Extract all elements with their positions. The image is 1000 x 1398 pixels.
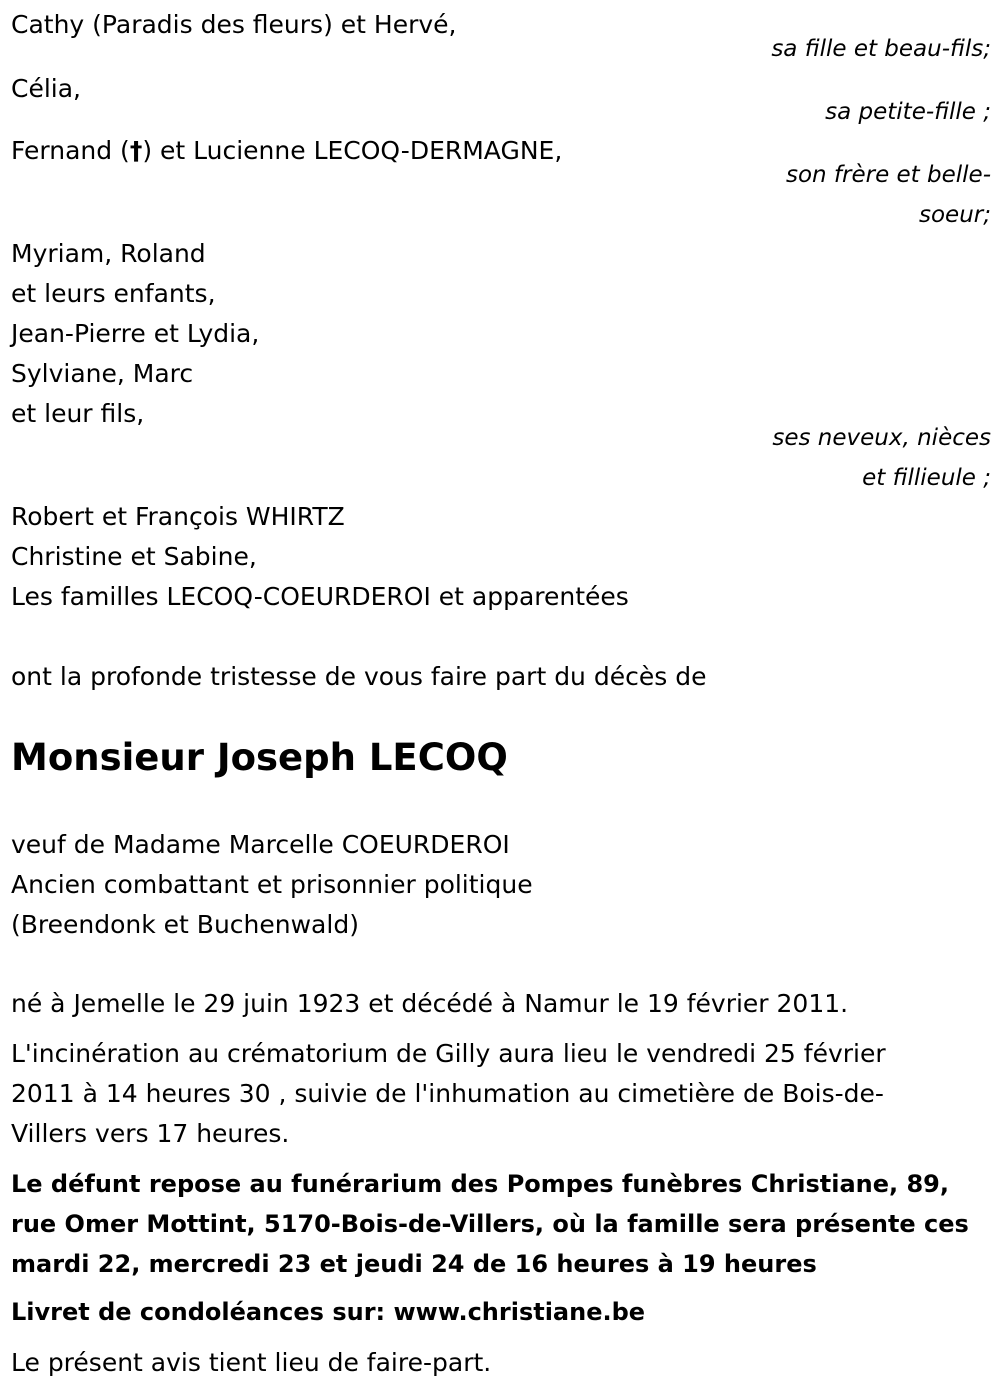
family-group-nephews-line: et leurs enfants, — [11, 279, 216, 308]
visitation-line: mardi 22, mercredi 23 et jeudi 24 de 16 heures à 19 heures — [11, 1250, 817, 1278]
announcement-text: ont la profonde tristesse de vous faire part du décès de — [11, 662, 707, 691]
family-group-others-line: Robert et François WHIRTZ — [11, 502, 345, 531]
family-group-nephews-relation-line1: ses neveux, nièces — [772, 425, 991, 451]
family-group-nephews-line: et leur fils, — [11, 399, 145, 428]
family-group-granddaughter-relation: sa petite-fille ; — [825, 99, 991, 125]
family-group-nephews-line: Jean-Pierre et Lydia, — [11, 319, 260, 348]
family-group-others-line: Christine et Sabine, — [11, 542, 257, 571]
family-group-nephews-line: Sylviane, Marc — [11, 359, 194, 388]
family-group-nephews-relation-line2: et fillieule ; — [862, 465, 991, 491]
deceased-detail-line: Ancien combattant et prisonnier politique — [11, 870, 533, 899]
visitation-line: Le défunt repose au funérarium des Pompes funèbres Christiane, 89, — [11, 1170, 949, 1198]
deceased-name-heading: Monsieur Joseph LECOQ — [11, 736, 508, 779]
ceremony-line: L'incinération au crématorium de Gilly aura lieu le vendredi 25 février — [11, 1039, 886, 1068]
notice-text: Le présent avis tient lieu de faire-part. — [11, 1348, 492, 1377]
family-group-nephews-line: Myriam, Roland — [11, 239, 206, 268]
family-group-others-line: Les familles LECOQ-COEURDEROI et apparentées — [11, 582, 629, 611]
family-group-brother-name — [11, 131, 562, 171]
deceased-detail-line: (Breendonk et Buchenwald) — [11, 910, 359, 939]
family-group-daughter-relation: sa fille et beau-fils; — [771, 36, 991, 62]
family-group-granddaughter-name: Célia, — [11, 74, 81, 103]
family-group-brother-relation-line1: son frère et belle- — [785, 162, 991, 188]
family-group-brother-relation-line2: soeur; — [919, 202, 991, 228]
visitation-line: rue Omer Mottint, 5170-Bois-de-Villers, où la famille sera présente ces — [11, 1210, 969, 1238]
brother-name-part: Fernand ( — [11, 136, 130, 165]
ceremony-line: Villers vers 17 heures. — [11, 1119, 290, 1148]
family-group-daughter-name: Cathy (Paradis des fleurs) et Hervé, — [11, 10, 457, 39]
condolences-line: Livret de condoléances sur: www.christiane.be — [11, 1298, 646, 1326]
brother-name-part: ) et Lucienne LECOQ-DERMAGNE, — [142, 136, 563, 165]
birth-death-text: né à Jemelle le 29 juin 1923 et décédé à Namur le 19 février 2011. — [11, 989, 849, 1018]
ceremony-line: 2011 à 14 heures 30 , suivie de l'inhumation au cimetière de Bois-de- — [11, 1079, 884, 1108]
deceased-detail-line: veuf de Madame Marcelle COEURDEROI — [11, 830, 510, 859]
deceased-cross-icon: † — [129, 136, 143, 165]
